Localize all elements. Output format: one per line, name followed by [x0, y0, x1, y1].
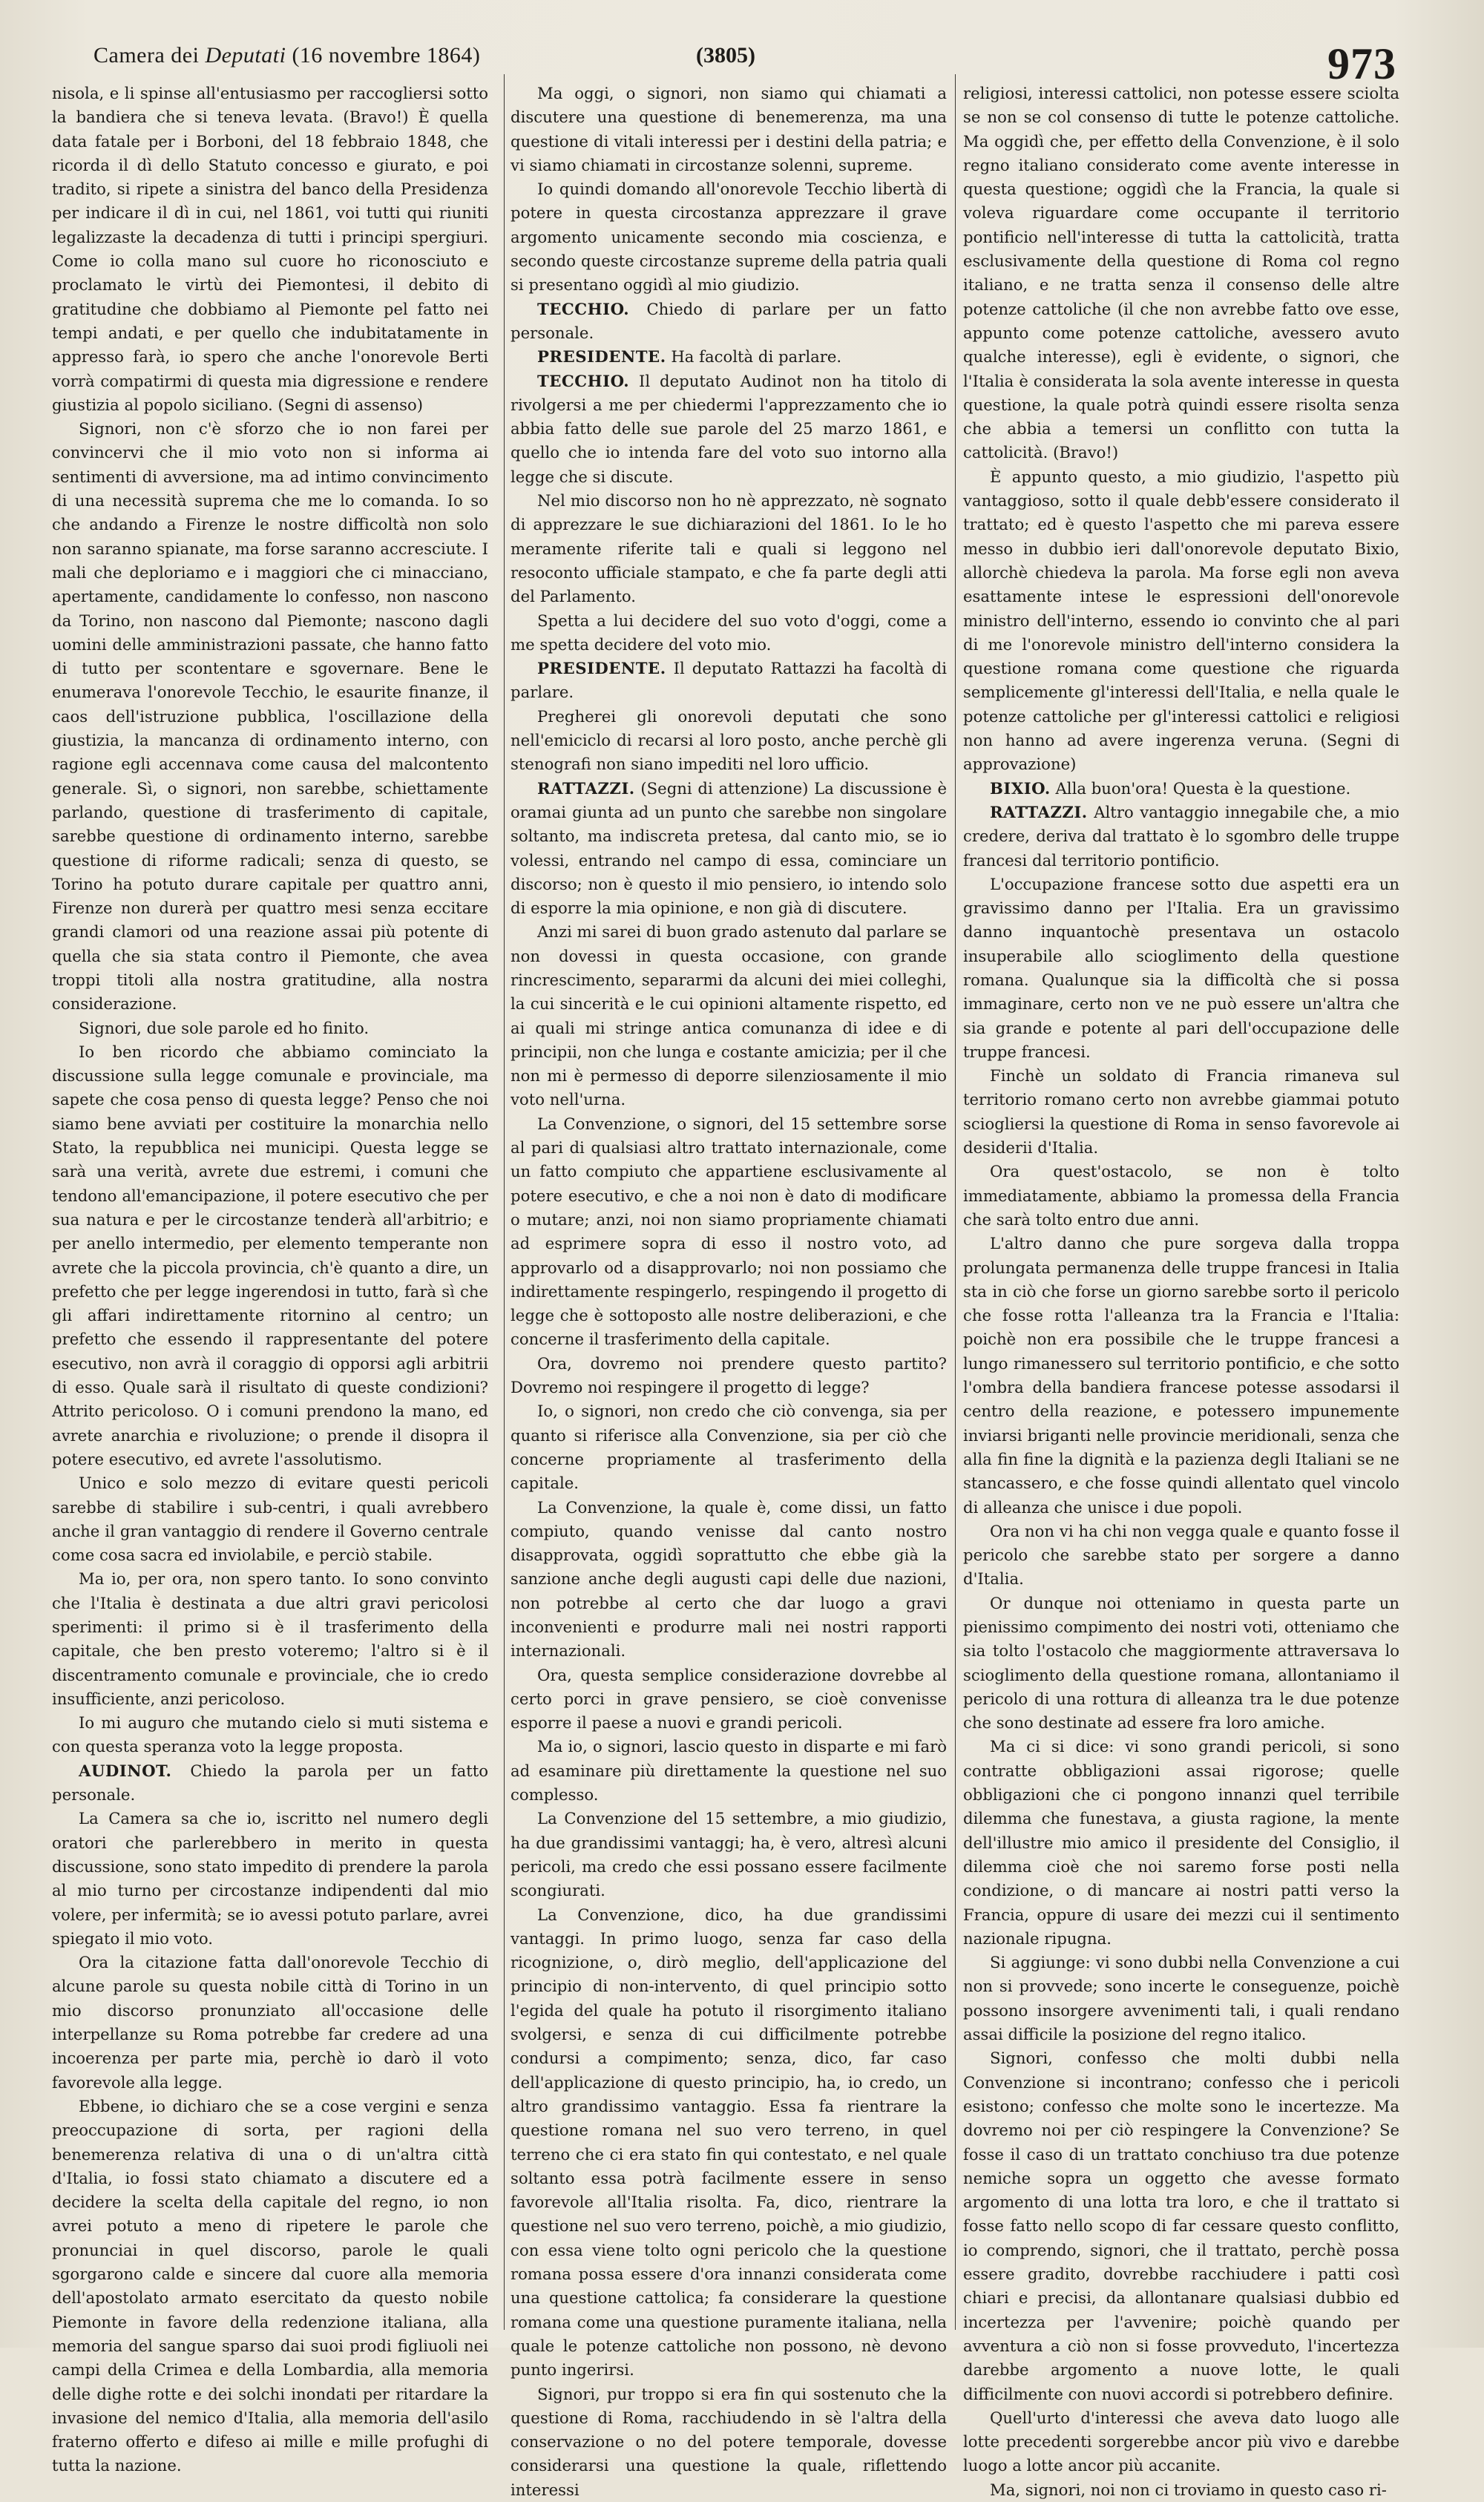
- paragraph: Ora quest'ostacolo, se non è tolto immediatamente, abbiamo la promessa della Francia che sarà tolto entro due anni.: [963, 1162, 1399, 1229]
- speaker-name: PRESIDENTE.: [537, 347, 666, 367]
- speaker-name: PRESIDENTE.: [537, 659, 666, 678]
- paragraph: BIXIO. Alla buon'ora! Questa è la questione.: [990, 778, 1351, 798]
- paragraph: Ma ci si dice: vi sono grandi pericoli, si sono contratte obbligazioni assai rigorose; quelle obbligazioni che ci pongono innanzi quel terribile dilemma che funestava, a giusta ragione, la mente dell'illustre mio amico il presidente del Consiglio, il dilemma cioè che noi saremo forse posti nella condizione, o di mancare ai nostri patti verso la Francia, oppure di usare dei mezzi cui il sentimento nazionale ripugna.: [963, 1737, 1399, 1948]
- paragraph: Io quindi domando all'onorevole Tecchio libertà di potere in questa circostanza apprezzare il grave argomento unicamente secondo mia coscienza, e secondo queste circostanze supreme della patria quali si presentano oggidì al mio giudizio.: [510, 180, 947, 295]
- paragraph: Si aggiunge: vi sono dubbi nella Convenzione a cui non si provvede; sono incerte le conseguenze, poichè possono insorgere avvenimenti tali, i quali rendano assai difficile la posizione del regno italico.: [963, 1953, 1399, 2044]
- paragraph: RATTAZZI. Altro vantaggio innegabile che, a mio credere, deriva dal trattato è lo sgombro delle truppe francesi dal territorio pontificio.: [963, 802, 1399, 870]
- paragraph: È appunto questo, a mio giudizio, l'aspetto più vantaggioso, sotto il quale debb'essere considerato il trattato; ed è questo l'aspetto che mi pareva essere messo in dubbio ieri dall'onorevole deputato Bixio, allorchè chiedeva la parola. Ma forse egli non aveva esattamente intese le espressioni dell'onorevole ministro dell'interno, essendo io convinto che al pari di me l'onorevole ministro dell'interno considera la questione romana come questione che riguarda semplicemente gl'interessi dell'Italia, e nella quale le potenze cattoliche per gl'interessi cattolici e religiosi non hanno ad avere ingerenza veruna. (Segni di approvazione): [963, 467, 1399, 774]
- paragraph: TECCHIO. Chiedo di parlare per un fatto personale.: [510, 299, 947, 342]
- paragraph: Spetta a lui decidere del suo voto d'oggi, come a me spetta decidere del voto mio.: [510, 611, 947, 654]
- speaker-name: RATTAZZI.: [537, 778, 635, 798]
- paragraph: PRESIDENTE. Il deputato Rattazzi ha facoltà di parlare.: [510, 659, 947, 702]
- text-column-3: [963, 82, 1399, 2499]
- paragraph: Pregherei gli onorevoli deputati che sono nell'emiciclo di recarsi al loro posto, anche perchè gli stenografi non siano impediti nel loro ufficio.: [510, 706, 947, 774]
- paragraph: RATTAZZI. (Segni di attenzione) La discussione è oramai giunta ad un punto che sarebbe non singolare soltanto, ma indiscreta pretesa, dal canto mio, se io volessi, entrando nel campo di essa, cominciare un discorso; non è questo il mio pensiero, io intendo solo di esporre la mia opinione, e non già di discutere.: [510, 778, 947, 918]
- paragraph: Ebbene, io dichiaro che se a cose vergini e senza preoccupazione di sorta, per ragioni della benemerenza relativa di una o di un'altra città d'Italia, io fossi stato chiamato a discutere ed a decidere la scelta della capitale del regno, io non avrei potuto a meno di ripetere le parole che pronunciai in quel discorso, parole le quali sgorgarono calde e sincere dal cuore alla memoria dell'apostolato armato esercitato da questo nobile Piemonte in favore della redenzione italiana, alla memoria del sangue sparso dai suoi prodi figliuoli nei campi della Crimea e della Lombardia, alla memoria delle dighe rotte e dei solchi inondati per ritardare la invasione del nemico d'Italia, alla memoria dell'asilo fraterno offerto e difeso ai mille e mille profughi di tutta la nazione.: [52, 2096, 488, 2475]
- paragraph: Ora, questa semplice considerazione dovrebbe al certo porci in grave pensiero, se cioè convenisse esporre il paese a nuovi e grandi pericoli.: [510, 1665, 947, 1733]
- paragraph: Signori, pur troppo si era fin qui sostenuto che la questione di Roma, racchiudendo in sè l'altra della conservazione o no del potere temporale, dovesse considerarsi una questione la quale, riflettendo interessi: [510, 2384, 947, 2499]
- paragraph: L'occupazione francese sotto due aspetti era un gravissimo danno per l'Italia. Era un gravissimo danno inquantochè presentava un ostacolo insuperabile allo scioglimento della questione romana. Qualunque sia la difficoltà che si possa immaginare, certo non ve ne può essere un'altra che sia grande e potente al pari dell'occupazione delle truppe francesi.: [963, 874, 1399, 1061]
- paragraph: Unico e solo mezzo di evitare questi pericoli sarebbe di stabilire i sub-centri, i quali avrebbero anche il gran vantaggio di rendere il Governo centrale come cosa sacra ed inviolabile, e perciò stabile.: [52, 1474, 488, 1565]
- header-title-italic: Deputati: [205, 43, 286, 68]
- header-sheet-number: (3805): [696, 43, 755, 68]
- paragraph: La Convenzione, la quale è, come dissi, un fatto compiuto, quando venisse dal canto nostro disapprovata, oggidì soprattutto che ebbe già la sanzione anche degli augusti capi delle due nazioni, non potrebbe al certo che dar luogo a gravi inconvenienti e produrre mali nei nostri rapporti internazionali.: [510, 1497, 947, 1661]
- speaker-name: TECCHIO.: [537, 299, 630, 318]
- paragraph: Nel mio discorso non ho nè apprezzato, nè sognato di apprezzare le sue dichiarazioni del 1861. Io le ho meramente riferite tali e quali si leggono nel resoconto ufficiale stampato, e che fa parte degli atti del Parlamento.: [510, 491, 947, 606]
- paragraph: Finchè un soldato di Francia rimaneva sul territorio romano certo non avrebbe giammai potuto sciogliersi la questione di Roma in senso favorevole ai desiderii d'Italia.: [963, 1066, 1399, 1158]
- paragraph: Ora non vi ha chi non vegga quale e quanto fosse il pericolo che sarebbe stato per sorgere a danno d'Italia.: [963, 1521, 1399, 1589]
- page-header: [88, 33, 1401, 88]
- text-column-2: [510, 82, 947, 2499]
- speaker-name: BIXIO.: [990, 778, 1051, 798]
- paragraph: Ora la citazione fatta dall'onorevole Tecchio di alcune parole su questa nobile città di Torino in un mio discorso pronunziato all'occasione delle interpellanze su Roma potrebbe far credere ad una incoerenza per parte mia, perchè io darò il voto favorevole alla legge.: [52, 1953, 488, 2092]
- paragraph: Ma oggi, o signori, non siamo qui chiamati a discutere una questione di benemerenza, ma una questione di vitali interessi per i destini della patria; e vi siamo chiamati in circostanze solenni, supreme.: [510, 84, 947, 174]
- paragraph: La Camera sa che io, iscritto nel numero degli oratori che parlerebbero in merito in questa discussione, sono stato impedito di prendere la parola al mio turno per circostanze indipendenti dal mio volere, per infermità; se io avessi potuto parlare, avrei spiegato il mio voto.: [52, 1809, 488, 1948]
- header-title: [93, 43, 480, 68]
- paragraph: Ma, signori, noi non ci troviamo in questo caso ri-: [990, 2480, 1387, 2499]
- header-date: (16 novembre 1864): [292, 43, 481, 68]
- paragraph: Signori, due sole parole ed ho finito.: [79, 1018, 370, 1037]
- paragraph: Ma io, per ora, non spero tanto. Io sono convinto che l'Italia è destinata a due altri gravi pericolosi sperimenti: il primo si è il trasferimento della capitale, che ben presto voteremo; l'altro si è il discentramento comunale e provinciale, che io credo insufficiente, anzi pericoloso.: [52, 1569, 488, 1708]
- paragraph: Io mi auguro che mutando cielo si muti sistema e con questa speranza voto la legge proposta.: [52, 1713, 488, 1756]
- paragraph: Signori, confesso che molti dubbi nella Convenzione si incontrano; confesso che i pericoli esistono; confesso che molte sono le incertezze. Ma dovremo noi per ciò respingere la Convenzione? Se fosse il caso di un trattato conchiuso tra due potenze nemiche sopra un oggetto che avesse formato argomento di una lotta tra loro, e che il trattato si fosse fatto nello scopo di far cessare questo conflitto, io comprendo, signori, che il trattato, perchè possa essere gradito, dovrebbe racchiudere i patti così chiari e precisi, da allontanare qualsiasi dubbio ed incertezza per l'avvenire; poichè quando per avventura a ciò non si fosse provveduto, l'incertezza darebbe argomento a nuove lotte, le quali difficilmente con nuovi accordi si potrebbero definire.: [963, 2049, 1399, 2403]
- paragraph: PRESIDENTE. Ha facoltà di parlare.: [537, 347, 842, 367]
- paragraph: La Convenzione, o signori, del 15 settembre sorse al pari di qualsiasi altro trattato internazionale, come un fatto compiuto che appartiene esclusivamente al potere esecutivo, e che a noi non è dato di modificare o mutare; anzi, noi non siamo propriamente chiamati ad esprimere sopra di esso il nostro voto, ad approvarlo od a disapprovarlo; noi non possiamo che indirettamente respingerlo, respingendo il progetto di legge che è sottoposto alle nostre deliberazioni, e che concerne il trasferimento della capitale.: [510, 1114, 947, 1349]
- paragraph: Anzi mi sarei di buon grado astenuto dal parlare se non dovessi in questa occasione, con grande rincrescimento, separarmi da alcuni dei miei colleghi, la cui sincerità e le cui opinioni altamente rispetto, ed ai quali mi stringe antica comunanza di idee e di principii, non che lunga e costante amicizia; per il che non mi è permesso di deporre silenziosamente il mio voto nell'urna.: [510, 922, 947, 1109]
- column-divider: [955, 74, 956, 2330]
- speaker-name: RATTAZZI.: [990, 802, 1088, 821]
- text-column-1: [52, 82, 488, 2475]
- paragraph: nisola, e li spinse all'entusiasmo per raccogliersi sotto la bandiera che si teneva levata. (Bravo!) È quella data fatale per i Borboni, del 18 febbraio 1848, che ricorda il dì dello Statuto concesso e giurato, e poi tradito, si ripete a sinistra del banco della Presidenza per indicare il dì in cui, nel 1861, voi tutti qui riuniti legalizzaste la decadenza di tutti i principi spergiuri. Come io colla mano sul cuore ho riconosciuto e proclamato le virtù dei Piemontesi, il debito di gratitudine che dobbiamo al Piemonte pel fatto nei tempi andati, e per quello che indubitatamente in appresso farà, io spero che anche l'onorevole Berti vorrà compatirmi di questa mia digressione e rendere giustizia al popolo siciliano. (Segni di assenso): [52, 84, 488, 414]
- paragraph: Io ben ricordo che abbiamo cominciato la discussione sulla legge comunale e provinciale, ma sapete che cosa penso di questa legge? Penso che noi siamo bene avviati per costituire la monarchia nello Stato, la repubblica nei municipi. Questa legge se sarà una verità, avrete due estremi, i comuni che tendono all'emancipazione, il potere esecutivo che per sua natura e per le circostanze tenderà all'arbitrio; e per anello intermedio, per elemento temperante non avrete che la piccola provincia, ch'è quanto a dire, un prefetto che per legge ingerendosi in tutto, farà sì che gli affari indirettamente ritornino al centro; un prefetto che essendo il rappresentante del potere esecutivo, non avrà il coraggio di opporsi agli arbitrii di esso. Quale sarà il risultato di queste condizioni? Attrito pericoloso. O i comuni prendono la mano, ed avrete anarchia e rivoluzione; o prende il disopra il potere esecutivo, ed avrete l'assolutismo.: [52, 1042, 488, 1468]
- paragraph: religiosi, interessi cattolici, non potesse essere sciolta se non se col consenso di tutte le potenze cattoliche. Ma oggidì che, per effetto della Convenzione, è il solo regno italiano considerato come avente interesse in questa questione; oggidì che la Francia, la quale si voleva riguardare come occupante il territorio pontificio nell'interesse di tutta la cattolicità, tratta esclusivamente della questione di Roma col regno italiano, e ne tratta senza il consenso delle altre potenze cattoliche (il che non avrebbe fatto ove esse, appunto come potenze cattoliche, avessero avuto qualche interesse), egli è evidente, o signori, che l'Italia è considerata la sola avente interesse in questa questione, la quale potrà quindi essere risolta senza che abbia a temersi un conflitto con tutta la cattolicità. (Bravo!): [963, 84, 1399, 462]
- paragraph: Or dunque noi otteniamo in questa parte un pienissimo compimento dei nostri voti, otteniamo che sia tolto l'ostacolo che maggiormente attraversava lo scioglimento della questione romana, allontaniamo il pericolo di una rottura di alleanza tra le due potenze che sono destinate ad essere fra loro amiche.: [963, 1593, 1399, 1733]
- header-title-prefix: Camera dei: [93, 43, 200, 68]
- paragraph: La Convenzione, dico, ha due grandissimi vantaggi. In primo luogo, senza far caso della ricognizione, o, dirò meglio, dell'applicazione del principio di non-intervento, di quel principio sotto l'egida del quale ha potuto il risorgimento italiano svolgersi, e senza di cui difficilmente potrebbe condursi a compimento; senza, dico, far caso dell'applicazione di questo principio, ha, io credo, un altro grandissimo vantaggio. Essa fa rientrare la questione romana nel suo vero terreno, in quel terreno che ci era stato fin qui contestato, e nel quale soltanto essa potrà facilmente essere in senso favorevole all'Italia risolta. Fa, dico, rientrare la questione nel suo vero terreno, poichè, a mio giudizio, con essa viene tolto ogni pericolo che la questione romana possa essere d'ora innanzi considerata come una questione cattolica; fa considerare la questione romana come una questione puramente italiana, nella quale le potenze cattoliche non possono, nè devono punto ingerirsi.: [510, 1905, 947, 2380]
- speaker-name: AUDINOT.: [79, 1761, 172, 1780]
- paragraph: TECCHIO. Il deputato Audinot non ha titolo di rivolgersi a me per chiedermi l'apprezzamento che io abbia fatto delle sue parole del 25 marzo 1861, e quello che io intenda fare del voto suo intorno alla legge che si discute.: [510, 371, 947, 486]
- paragraph: La Convenzione del 15 settembre, a mio giudizio, ha due grandissimi vantaggi; ha, è vero, altresì alcuni pericoli, ma credo che essi possano essere facilmente scongiurati.: [510, 1809, 947, 1900]
- paragraph: Ma io, o signori, lascio questo in disparte e mi farò ad esaminare più direttamente la questione nel suo complesso.: [510, 1737, 947, 1805]
- paragraph: Signori, non c'è sforzo che io non farei per convincervi che il mio voto non si informa ai sentimenti di avversione, ma ad intimo convincimento di una necessità suprema che me lo comanda. Io so che andando a Firenze le nostre difficoltà non solo non saranno spianate, ma forse saranno accresciute. I mali che deploriamo e i maggiori che ci minacciano, apertamente, candidamente lo confesso, non nascono da Torino, non nascono dal Piemonte; nascono dagli uomini delle amministrazioni passate, che hanno fatto di tutto per scontentare e sgovernare. Bene le enumerava l'onorevole Tecchio, le esaurite finanze, il caos dell'istruzione pubblica, l'oscillazione della giustizia, la mancanza di ordinamento interno, con ragione egli accennava come causa del malcontento generale. Sì, o signori, non sarebbe, schiettamente parlando, questione di trasferimento di capitale, sarebbe questione di ordinamento interno, sarebbe questione di riforme radicali; senza di questo, se Torino ha potuto durare capitale per quattro anni, Firenze non durerà per quattro mesi senza eccitare grandi clamori od una reazione assai più potente di quella che sia stata contro il Piemonte, che avea troppi titoli alla nostra gratitudine, alla nostra considerazione.: [52, 419, 488, 1014]
- paragraph: Io, o signori, non credo che ciò convenga, sia per quanto si riferisce alla Convenzione, sia per ciò che concerne propriamente al trasferimento della capitale.: [510, 1402, 947, 1493]
- page-number: 973: [1327, 39, 1396, 88]
- paragraph: Ora, dovremo noi prendere questo partito? Dovremo noi respingere il progetto di legge?: [510, 1353, 947, 1397]
- column-divider: [504, 74, 505, 2330]
- paragraph: Quell'urto d'interessi che aveva dato luogo alle lotte precedenti sorgerebbe ancor più vivo e darebbe luogo a lotte ancor più accanite.: [963, 2408, 1399, 2475]
- paragraph: L'altro danno che pure sorgeva dalla troppa prolungata permanenza delle truppe francesi in Italia sta in ciò che forse un giorno sarebbe sorto il pericolo che fosse rotta l'alleanza tra la Francia e l'Italia: poichè non era possibile che le truppe francesi a lungo rimanessero sul territorio pontificio, e che sotto l'ombra della bandiera francese potesse assodarsi il centro della reazione, e potessero impunemente inviarsi briganti nelle provincie meridionali, senza che alla fin fine la dignità e la pazienza degli Italiani se ne stancassero, e che fosse quindi allentato quel vincolo di alleanza che unisce i due popoli.: [963, 1234, 1399, 1517]
- speaker-name: TECCHIO.: [537, 371, 630, 390]
- paragraph: AUDINOT. Chiedo la parola per un fatto personale.: [52, 1761, 488, 1805]
